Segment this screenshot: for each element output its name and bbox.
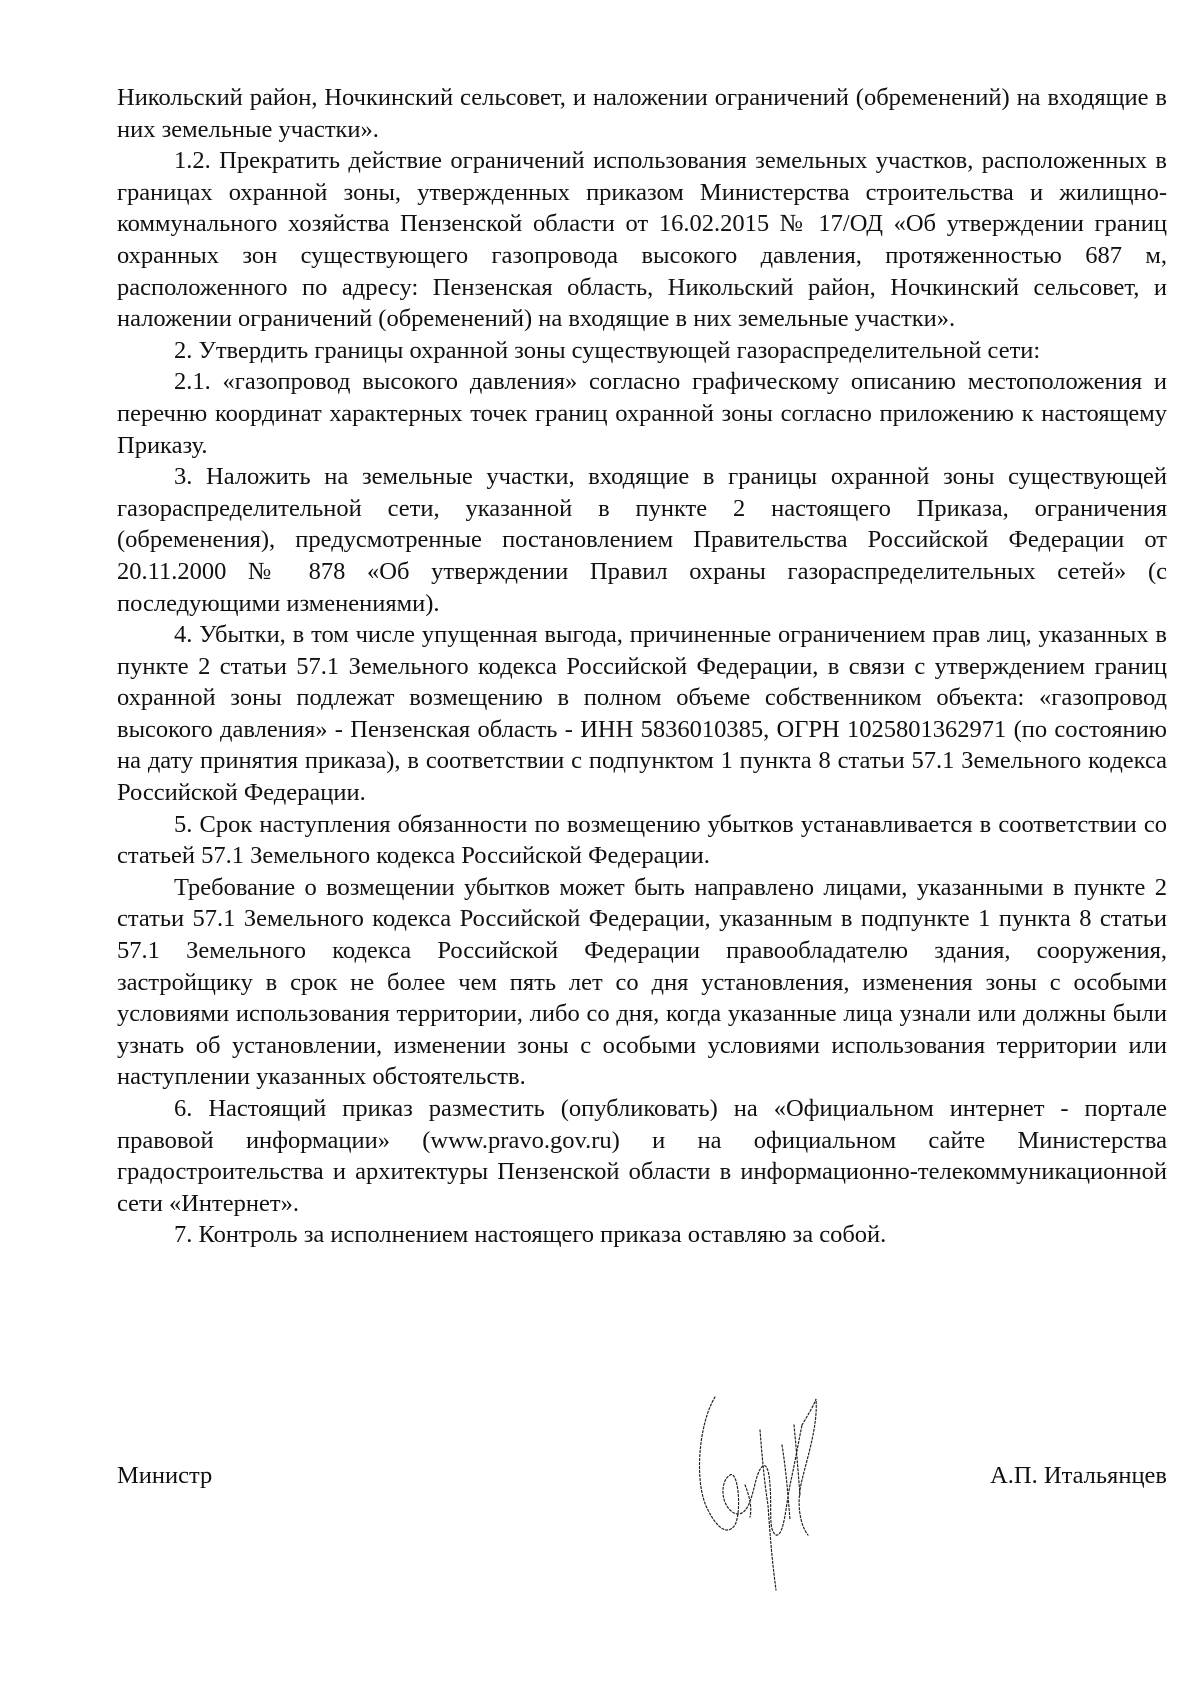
signature-block xyxy=(117,1460,1167,1500)
paragraph-1-2: 1.2. Прекратить действие ограничений использования земельных участков, расположенных в границах охранной зоны, утвержденных приказом Министерства строительства и жилищно-коммунального хозяйства Пензенской области от 16.02.2015 № 17/ОД «Об утверждении границ охранных зон существующего газопровода высокого давления, протяженностью 687 м, расположенного по адресу: Пензенская область, Никольский район, Ночкинский сельсовет, и наложении ограничений (обременений) на входящие в них земельные участки». xyxy=(117,147,1167,333)
paragraph-2-1: 2.1. «газопровод высокого давления» согласно графическому описанию местоположения и перечню координат характерных точек границ охранной зоны согласно приложению к настоящему Приказу. xyxy=(117,368,1167,459)
signatory-title: Министр xyxy=(117,1462,213,1489)
paragraph-continuation: Никольский район, Ночкинский сельсовет, и наложении ограничений (обременений) на входящие в них земельные участки». xyxy=(117,84,1167,143)
document-body xyxy=(117,82,1167,1251)
handwritten-signature-icon xyxy=(690,1385,830,1595)
paragraph-2: 2. Утвердить границы охранной зоны существующей газораспределительной сети: xyxy=(174,336,1041,364)
paragraph-5: 5. Срок наступления обязанности по возмещению убытков устанавливается в соответствии со статьей 57.1 Земельного кодекса Российской Федерации. xyxy=(117,810,1167,870)
paragraph-6: 6. Настоящий приказ разместить (опубликовать) на «Официальном интернет - портале правовой информации» (www.pravo.gov.ru) и на официальном сайте Министерства градостроительства и архитектуры Пензенской области в информационно-телекоммуникационной сети «Интернет». xyxy=(117,1095,1167,1217)
paragraph-4: 4. Убытки, в том числе упущенная выгода, причиненные ограничением прав лиц, указанных в пункте 2 статьи 57.1 Земельного кодекса Российской Федерации, в связи с утверждением границ охранной зоны подлежат возмещению в полном объеме собственником объекта: «газопровод высокого давления» - Пензенская область - ИНН 5836010385, ОГРН 1025801362971 (по состоянию на дату принятия приказа), в соответствии с подпунктом 1 пункта 8 статьи 57.1 Земельного кодекса Российской Федерации. xyxy=(117,621,1167,807)
paragraph-7: 7. Контроль за исполнением настоящего приказа оставляю за собой. xyxy=(174,1221,887,1249)
signatory-name: А.П. Итальянцев xyxy=(990,1462,1167,1489)
paragraph-3: 3. Наложить на земельные участки, входящие в границы охранной зоны существующей газораспределительной сети, указанной в пункте 2 настоящего Приказа, ограничения (обременения), предусмотренные постановлением Правительства Российской Федерации от 20.11.2000 № 878 «Об утверждении Правил охраны газораспределительных сетей» (с последующими изменениями). xyxy=(117,463,1167,617)
paragraph-5-claim: Требование о возмещении убытков может быть направлено лицами, указанными в пункте 2 статьи 57.1 Земельного кодекса Российской Федерации, указанным в подпункте 1 пункта 8 статьи 57.1 Земельного кодекса Российской Федерации правообладателю здания, сооружения, застройщику в срок не более чем пять лет со дня установления, изменения зоны с особыми условиями использования территории, либо со дня, когда указанные лица узнали или должны были узнать об установлении, изменении зоны с особыми условиями использования территории или наступлении указанных обстоятельств. xyxy=(117,873,1167,1091)
